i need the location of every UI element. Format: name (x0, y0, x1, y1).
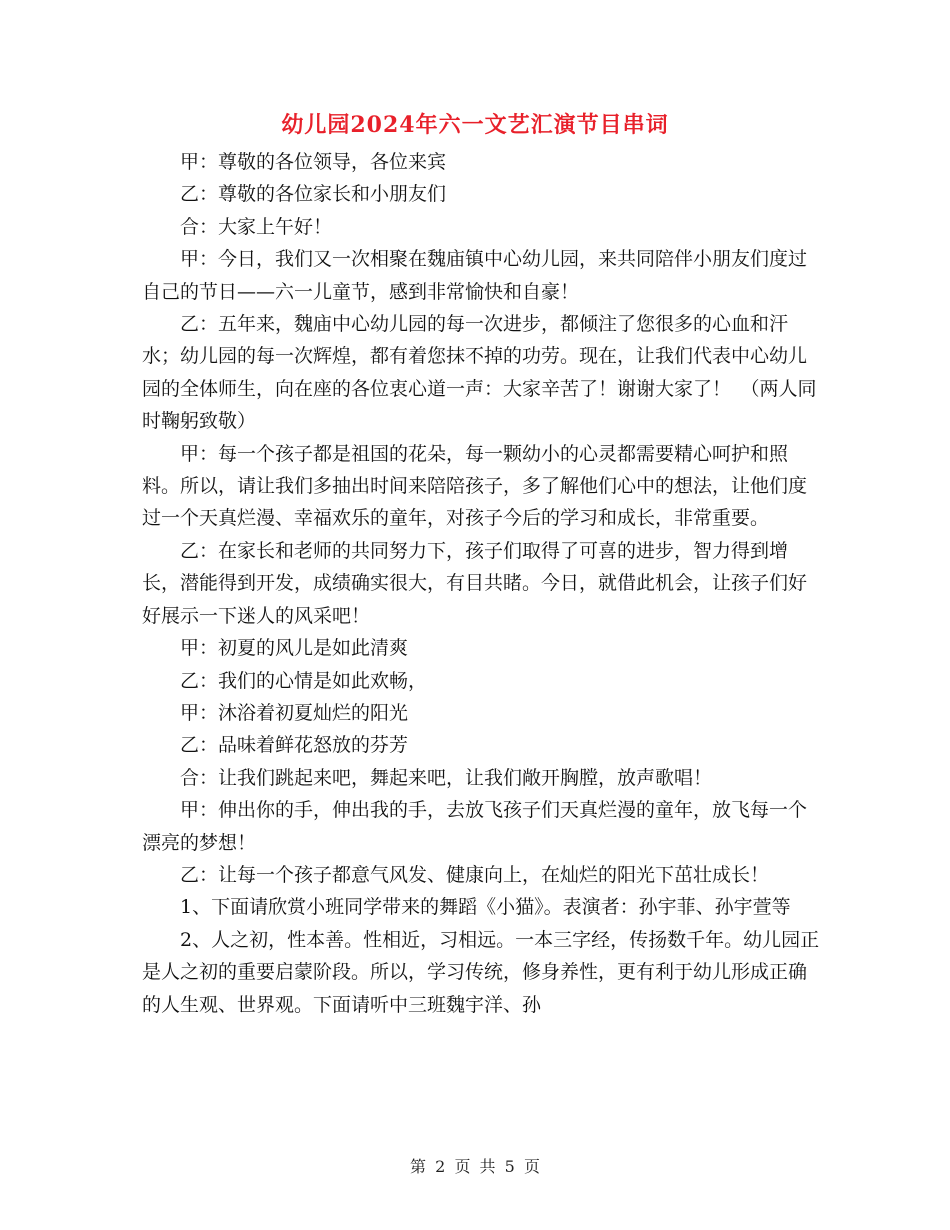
paragraph: 1、下面请欣赏小班同学带来的舞蹈《小猫》。表演者：孙宇菲、孙宇萱等 (180, 896, 791, 919)
paragraph: 甲：初夏的风儿是如此清爽 (180, 637, 409, 660)
paragraph: 乙：尊敬的各位家长和小朋友们 (180, 183, 447, 206)
paragraph: 甲：伸出你的手，伸出我的手，去放飞孩子们天真烂漫的童年，放飞每一个漂亮的梦想！ (142, 799, 808, 854)
paragraph: 乙：让每一个孩子都意气风发、健康向上，在灿烂的阳光下茁壮成长！ (180, 863, 770, 886)
footer-total-pages: 5 (504, 1157, 515, 1176)
footer-total-prefix: 共 (479, 1157, 496, 1176)
paragraph: 甲：每一个孩子都是祖国的花朵，每一颗幼小的心灵都需要精心呵护和照料。所以，请让我们多抽出时间来陪陪孩子，多了解他们心中的想法，让他们度过一个天真烂漫、幸福欢乐的童年，对孩子今后的学习和成长，非常重要。 (142, 442, 808, 530)
footer-page-number: 2 (435, 1157, 446, 1176)
document-title: 幼儿园2024年六一文艺汇演节目串词 (281, 112, 669, 138)
paragraph: 甲：今日，我们又一次相聚在魏庙镇中心幼儿园，来共同陪伴小朋友们度过自己的节日——六一儿童节，感到非常愉快和自豪！ (142, 248, 808, 303)
footer-page-label: 页 (454, 1157, 471, 1176)
footer-suffix: 页 (523, 1157, 540, 1176)
paragraph: 乙：我们的心情是如此欢畅， (180, 669, 428, 692)
paragraph: 乙：品味着鲜花怒放的芬芳 (180, 734, 409, 757)
page-footer (0, 1154, 950, 1177)
footer-prefix: 第 (410, 1157, 427, 1176)
paragraph: 2、人之初，性本善。性相近，习相远。一本三字经，传扬数千年。幼儿园正是人之初的重要启蒙阶段。所以，学习传统，修身养性，更有利于幼儿形成正确的人生观、世界观。下面请听中三班魏宇洋、孙 (142, 928, 820, 1016)
paragraph: 乙：在家长和老师的共同努力下，孩子们取得了可喜的进步，智力得到增长，潜能得到开发，成绩确实很大，有目共睹。今日，就借此机会，让孩子们好好展示一下迷人的风采吧！ (142, 539, 808, 627)
document-body (142, 146, 822, 1021)
paragraph: 甲：沐浴着初夏灿烂的阳光 (180, 701, 409, 724)
paragraph: 乙：五年来，魏庙中心幼儿园的每一次进步，都倾注了您很多的心血和汗水；幼儿园的每一次辉煌，都有着您抹不掉的功劳。现在，让我们代表中心幼儿园的全体师生，向在座的各位衷心道一声：大家辛苦了！谢谢大家了！ （两人同时鞠躬致敬） (142, 313, 817, 433)
paragraph: 合：让我们跳起来吧，舞起来吧，让我们敞开胸膛，放声歌唱！ (180, 766, 713, 789)
paragraph: 合：大家上午好！ (180, 215, 333, 238)
paragraph: 甲：尊敬的各位领导，各位来宾 (180, 151, 447, 173)
